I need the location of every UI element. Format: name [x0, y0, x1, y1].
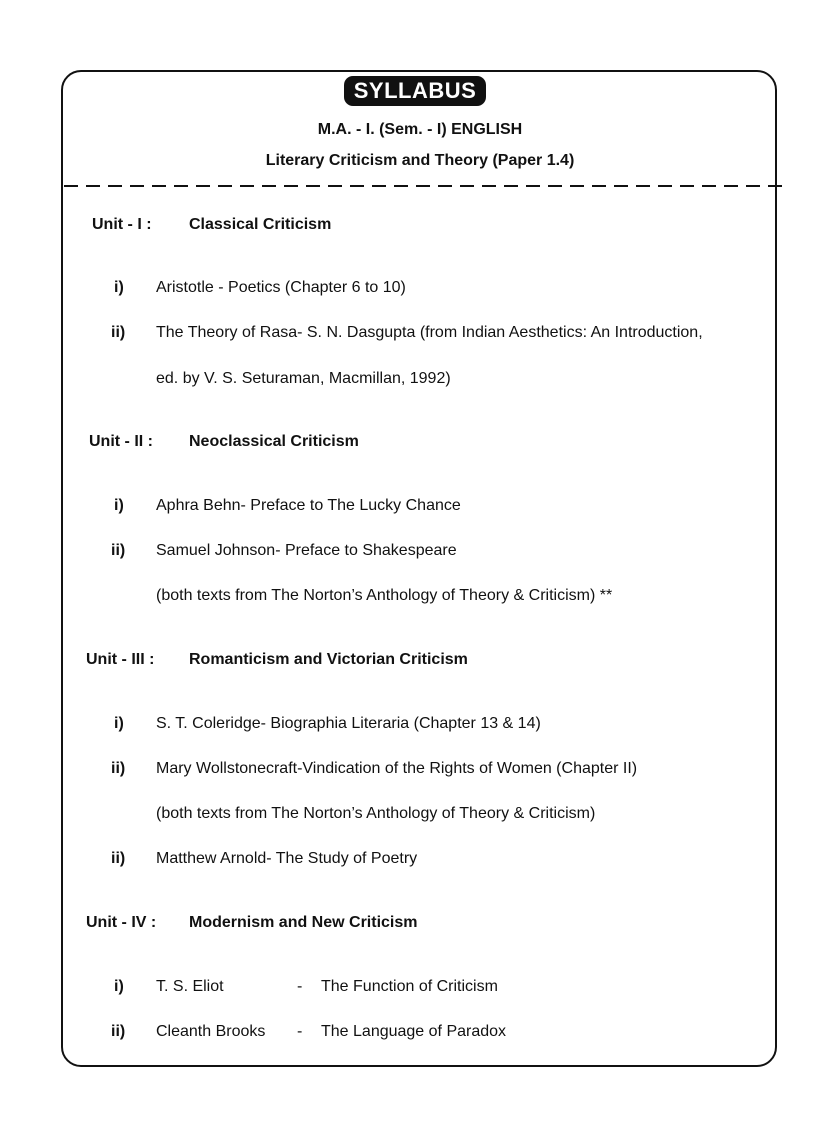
item-text: Mary Wollstonecraft-Vindication of the Rights of Women (Chapter II): [156, 760, 638, 777]
item-text: ed. by V. S. Seturaman, Macmillan, 1992): [156, 370, 451, 387]
item-number: ii): [111, 542, 126, 559]
unit-label: Unit - III :: [86, 651, 155, 668]
syllabus-badge: SYLLABUS: [344, 76, 486, 106]
item-text: (both texts from The Norton’s Anthology of Theory & Criticism): [156, 805, 596, 822]
unit-title: Neoclassical Criticism: [189, 433, 359, 450]
item-separator: -: [297, 978, 303, 995]
paper-title: Literary Criticism and Theory (Paper 1.4): [265, 152, 575, 169]
unit-title: Classical Criticism: [189, 216, 332, 233]
unit-title: Modernism and New Criticism: [189, 914, 418, 931]
item-text: Aristotle - Poetics (Chapter 6 to 10): [156, 279, 406, 296]
item-author: T. S. Eliot: [156, 978, 224, 995]
item-text: Matthew Arnold- The Study of Poetry: [156, 850, 418, 867]
item-text: Aphra Behn- Preface to The Lucky Chance: [156, 497, 461, 514]
item-text: S. T. Coleridge- Biographia Literaria (Chapter 13 & 14): [156, 715, 541, 732]
syllabus-frame: [61, 70, 777, 1067]
item-number: i): [114, 978, 124, 995]
unit-label: Unit - II :: [89, 433, 153, 450]
item-number: i): [114, 497, 124, 514]
item-work: The Function of Criticism: [321, 978, 498, 995]
unit-title: Romanticism and Victorian Criticism: [189, 651, 468, 668]
item-number: i): [114, 279, 124, 296]
unit-label: Unit - I :: [92, 216, 152, 233]
item-work: The Language of Paradox: [321, 1023, 507, 1040]
item-text: (both texts from The Norton’s Anthology of Theory & Criticism) **: [156, 587, 613, 604]
item-number: ii): [111, 1023, 126, 1040]
item-separator: -: [297, 1023, 303, 1040]
item-number: ii): [111, 760, 126, 777]
item-number: ii): [111, 324, 126, 341]
course-title: M.A. - I. (Sem. - I) ENGLISH: [317, 121, 523, 138]
item-text: Samuel Johnson- Preface to Shakespeare: [156, 542, 457, 559]
dashed-divider: [64, 184, 784, 188]
item-author: Cleanth Brooks: [156, 1023, 266, 1040]
item-number: ii): [111, 850, 126, 867]
item-number: i): [114, 715, 124, 732]
item-text: The Theory of Rasa- S. N. Dasgupta (from Indian Aesthetics: An Introduction,: [156, 324, 703, 341]
unit-label: Unit - IV :: [86, 914, 157, 931]
